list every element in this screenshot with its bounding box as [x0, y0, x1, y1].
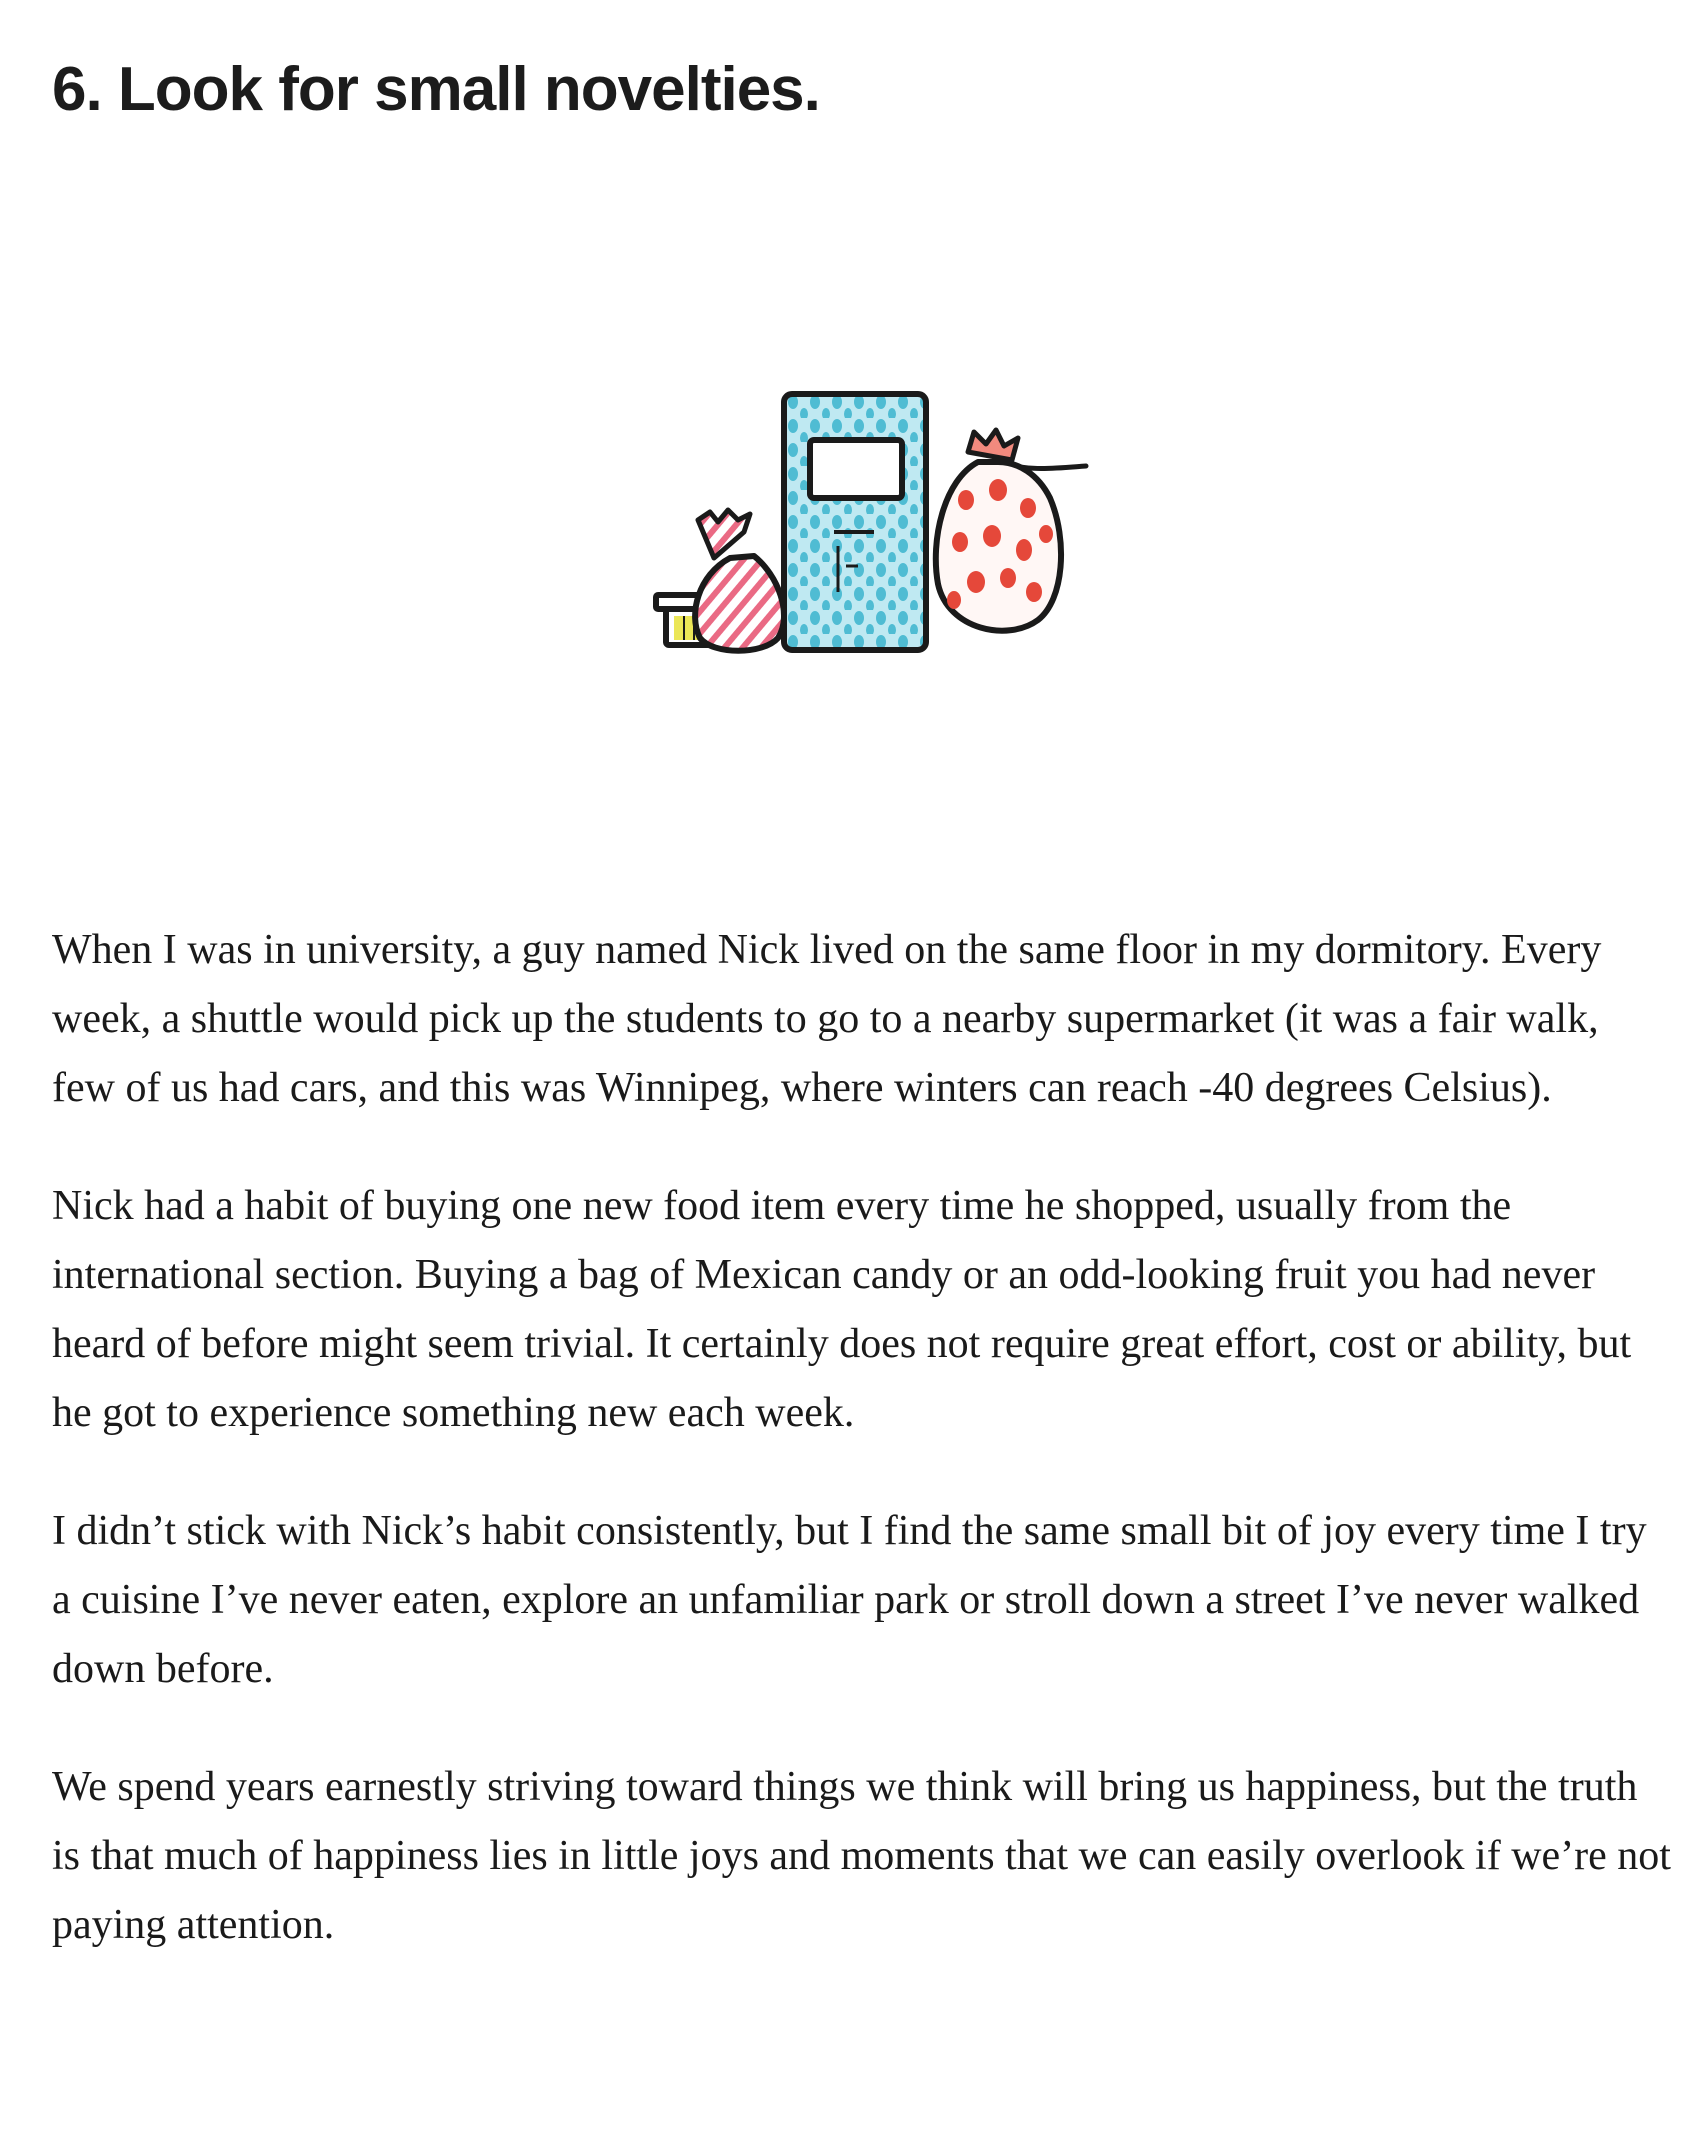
paragraph: When I was in university, a guy named Nick lived on the same floor in my dormitory. Every week, a shuttle would pick up the students to go to a nearby supermarket (it was a fair walk, few of us had cars, and this was Winnipeg, where winters can reach -40 degrees Celsius). — [52, 927, 1602, 1111]
paragraph: Nick had a habit of buying one new food item every time he shopped, usually from the international section. Buying a bag of Mexican candy or an odd-looking fruit you had never heard of before might seem trivial. It certainly does not require great effort, cost or ability, but he got to experience something new each week. — [52, 1183, 1632, 1436]
section-heading: 6. Look for small novelties. — [52, 55, 820, 124]
candy-bag-icon — [695, 510, 784, 651]
fruit-bag-icon — [936, 430, 1086, 631]
article-body — [52, 916, 1672, 2009]
snack-items-illustration — [588, 370, 1148, 670]
paragraph: I didn’t stick with Nick’s habit consistently, but I find the same small bit of joy every time I try a cuisine I’ve never eaten, explore an unfamiliar park or stroll down a street I’ve never walked down before. — [52, 1508, 1647, 1692]
paragraph: We spend years earnestly striving toward things we think will bring us happiness, but the truth is that much of happiness lies in little joys and moments that we can easily overlook if we’re not paying attention. — [52, 1764, 1671, 1948]
vending-box-icon — [784, 394, 926, 650]
